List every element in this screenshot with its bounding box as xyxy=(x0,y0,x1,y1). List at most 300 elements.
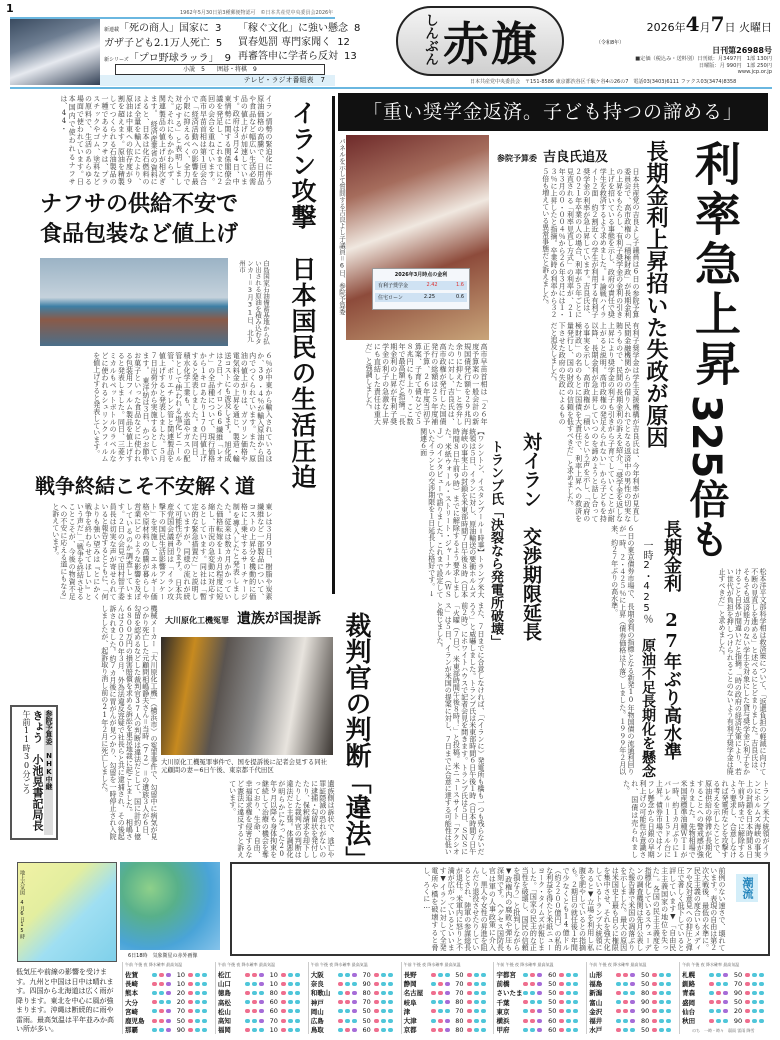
cloud-icon xyxy=(431,982,436,986)
cloud-icon xyxy=(566,991,571,995)
sun-icon xyxy=(745,1009,750,1013)
column-title: 潮流 xyxy=(736,874,758,902)
precip-chance: 60 xyxy=(362,1025,371,1034)
precip-chance: 70 xyxy=(455,1007,464,1016)
precip-chance: 80 xyxy=(455,1016,464,1025)
weather-row xyxy=(589,1007,677,1016)
weather-row xyxy=(589,970,677,979)
weather-header: 午前 午後 夜 降水確率 最高気温 xyxy=(496,962,554,967)
precip-chance: 80 xyxy=(269,988,278,997)
cloud-icon xyxy=(523,973,528,977)
tv-listings-link[interactable]: テレビ・ラジオ番組表 7 xyxy=(100,75,335,86)
cloud-icon xyxy=(288,1009,293,1013)
sun-icon xyxy=(245,991,250,995)
article-body: 高市早苗首相は「２６年度予算案の一般会計の新規国債発行額を２９兆円余りに抑えた」と答弁したのに対し、吉良氏は、高市政権が発行した国債発行の総額は２５年度補正予算、２６年度当初予算案、子育て債などで５８兆円にも上り、ここ数年で最高額だと指摘。「長期金利の上昇が有利子奨学金の利子の急激な上昇にも直結した責任は重大だ」と強調しました。 xyxy=(365,343,488,425)
rain-icon xyxy=(259,1019,264,1023)
sun-icon xyxy=(438,982,443,986)
article-body: ６％が中東から輸入されているほか、39・４％が輸入原油から国内でつくられています。また、原油の値上がりは、ガソリン価格や電気料金の上昇を通じ、製造・輸送コストにも波及します。 旭化成は２日、ナイロン66繊維「レオナ」の全品種について、現行価格から１キロあたり１７０円値上げすると発表しました。また同日、積水化学工業も、水道やガスの配管として使われる塩化ビニール管、ポリエチレン管と関連製品を値上げすると発表しました。５月７日出荷分から実施するとしています。 東洋紡は３日、かつお節やお菓子といった食品などに使われる包装用フィルム製品を値上げすると発表しました。同日、三菱ケミカルもペットボトルのラベルなどに使われるシュリンクフィルムを値上げすると発表しています。 xyxy=(92,352,273,462)
precip-chance: 70 xyxy=(362,970,371,979)
index-item[interactable]: 買春処罰 専門家聞く 12 xyxy=(238,37,350,48)
city-name: 松山 xyxy=(217,1007,231,1016)
price-info: ■定価（税込み・送料別）日刊紙：月3497円 1部 130円 日曜版：月 990円 1部 250円 www.jcp.or.jp xyxy=(592,56,772,76)
sun-icon xyxy=(559,1009,564,1013)
index-item[interactable]: 「稼ぐ文化」に強い懸念 8 xyxy=(238,23,361,34)
sun-icon xyxy=(431,991,436,995)
rain-icon xyxy=(723,973,728,977)
cloud-icon xyxy=(659,1028,664,1032)
logo-title: 赤旗 xyxy=(443,17,539,71)
cloud-icon xyxy=(381,1028,386,1032)
story-label: 参院予算委 吉良氏追及 xyxy=(497,150,609,165)
article-body: 機械メーカー「大川原化工機」（横浜市）の冤罪事件で、勾留中に病気が見つかり死亡した元顧問相嶋静夫さん＝当時（72）＝の遺族３人が６日、勾留を認めるなどした裁判官37人の判断は違法だとして、国に計約１億６８００万円の損害賠償を求める訴訟を東京地裁に起こしました。 相嶋さんは２０２０年３月、外為法違反容疑で社長らと共に逮捕され、その後起訴されました。約７カ月後に胃がんが見つかり、勾留を一時停止され入院しましたが、起訴取り消し前の21年２月に死亡しました。 xyxy=(100,605,158,840)
rain-icon xyxy=(445,991,450,995)
cloud-icon xyxy=(438,1000,443,1004)
sun-icon xyxy=(152,982,157,986)
precip-chance: 60 xyxy=(269,998,278,1007)
sun-icon xyxy=(559,982,564,986)
rain-icon xyxy=(352,973,357,977)
weather-header: 午前 午後 夜 降水確率 最高気温 xyxy=(589,962,647,967)
weather-row xyxy=(682,1016,770,1025)
sun-icon xyxy=(374,1009,379,1013)
cloud-icon xyxy=(759,991,764,995)
cloud-icon xyxy=(381,991,386,995)
city-name: 釧路 xyxy=(682,980,696,989)
baseball-photo[interactable] xyxy=(10,19,100,85)
sun-icon xyxy=(623,973,628,977)
weather-row xyxy=(589,998,677,1007)
satellite-image[interactable] xyxy=(120,862,220,950)
sun-icon xyxy=(467,1009,472,1013)
city-name: 千葉 xyxy=(496,998,510,1007)
weather-row xyxy=(496,970,584,979)
cloud-icon xyxy=(338,973,343,977)
rain-icon xyxy=(352,1028,357,1032)
precip-chance: 50 xyxy=(641,970,650,979)
cloud-icon xyxy=(481,982,486,986)
divider xyxy=(10,87,772,89)
weather-row xyxy=(125,1007,213,1016)
cloud-icon xyxy=(709,1009,714,1013)
rain-icon xyxy=(352,1000,357,1004)
weather-row xyxy=(218,970,306,979)
sun-icon xyxy=(467,973,472,977)
sun-icon xyxy=(559,991,564,995)
precip-chance: 90 xyxy=(362,979,371,988)
weather-row xyxy=(682,988,770,997)
divider xyxy=(332,96,335,594)
rain-icon xyxy=(166,1009,171,1013)
cloud-icon xyxy=(388,1000,393,1004)
city-name: 高知 xyxy=(217,1017,231,1026)
city-name: 富山 xyxy=(589,998,603,1007)
city-name: 広島 xyxy=(310,1017,324,1026)
weather-row xyxy=(589,988,677,997)
index-item[interactable]: 新シリーズ「プロ野球ラッラ」 9 xyxy=(104,53,231,64)
tv-box-label: 参院予算委 NHK中継 xyxy=(44,710,53,835)
cloud-icon xyxy=(388,982,393,986)
cloud-icon xyxy=(202,1009,207,1013)
cloud-icon xyxy=(666,973,671,977)
city-name: 京都 xyxy=(403,1026,417,1035)
cloud-icon xyxy=(431,1000,436,1004)
sun-icon xyxy=(252,1000,257,1004)
sun-icon xyxy=(281,991,286,995)
sun-icon xyxy=(252,1009,257,1013)
sun-icon xyxy=(467,1000,472,1004)
cloud-icon xyxy=(716,973,721,977)
city-name: 福井 xyxy=(589,1017,603,1026)
sun-icon xyxy=(467,982,472,986)
sun-icon xyxy=(245,1009,250,1013)
sun-icon xyxy=(281,1019,286,1023)
iran-subhead: トランプ氏「決裂なら発電所破壊」 xyxy=(488,440,503,648)
sun-icon xyxy=(188,991,193,995)
cloud-icon xyxy=(666,982,671,986)
cloud-icon xyxy=(566,1009,571,1013)
cloud-icon xyxy=(345,982,350,986)
cloud-icon xyxy=(202,982,207,986)
sun-icon xyxy=(616,1028,621,1032)
precip-chance: 10 xyxy=(176,979,185,988)
sun-icon xyxy=(559,1028,564,1032)
top-story-banner: 「重い奨学金返済。子ども持つの諦める」 xyxy=(338,93,768,131)
sun-icon xyxy=(438,1019,443,1023)
satellite-caption: 6日18時 気象衛星の赤外画像 xyxy=(128,953,198,959)
weather-map[interactable] xyxy=(17,862,117,962)
story-label: 大川原化工機冤罪 遺族が国提訴 xyxy=(165,611,321,627)
weather-header: 午前 午後 夜 降水確率 最高気温 xyxy=(403,962,461,967)
cloud-icon xyxy=(659,1009,664,1013)
cloud-icon xyxy=(202,973,207,977)
tv-box-speaker: きょう 小池晃書記局長 xyxy=(31,710,44,831)
cloud-icon xyxy=(716,982,721,986)
city-name: 大分 xyxy=(125,998,138,1007)
cloud-icon xyxy=(481,1019,486,1023)
precip-chance: 70 xyxy=(455,979,464,988)
cloud-icon xyxy=(431,1019,436,1023)
city-name: 神戸 xyxy=(310,998,324,1007)
weather-header: 午前 午後 夜 降水確率 最高気温 xyxy=(682,962,740,967)
cloud-icon xyxy=(523,1028,528,1032)
cloud-icon xyxy=(245,1019,250,1023)
city-name: 仙台 xyxy=(682,1007,696,1016)
cloud-icon xyxy=(666,1000,671,1004)
city-name: 東京 xyxy=(496,1007,510,1016)
sun-icon xyxy=(188,973,193,977)
sun-icon xyxy=(345,1028,350,1032)
tanker-photo[interactable] xyxy=(40,258,228,346)
cloud-icon xyxy=(345,973,350,977)
index-right xyxy=(238,22,360,64)
main-subhead: 長期金利上昇招いた失政が原因 xyxy=(643,140,669,448)
precip-chance: 10 xyxy=(269,1025,278,1034)
weather-block xyxy=(493,962,584,1034)
weather-block xyxy=(679,962,770,1034)
weather-row xyxy=(496,988,584,997)
city-name: 新潟 xyxy=(589,989,603,998)
column-body: 前例のない速さで、壊れています。表現の自由は第２次大戦後、最低の水準に。民主主義の度合いもメディアや反対意見への抑圧と弾圧で著しく低下していると評しています▼「自由民主主義国家の地位を失った」。各国の民主主義度を指標化しているスウェーデンの調査機関は先月公表した報告書で米国の凋落ぶりを示しました。最大の原因は米国史上最も自らに権限を集中させ、それを強大化しているトランプ大統領にあると▼立場を利用し私腹を肥やしているとの指摘も。２期目の就任後１年間で少なくとも14億ドル（約２２００億円）の私的な利益を得たと米紙ニューヨーク・タイムズが報じました。「国家の民主的な正当性を破壊し、国民の信頼を損なう」と批判しながら▼政権内の腐敗や弾圧も深刻です。ヘグセス国防長官は軍の人事政策に介入し、黒人や女性の昇進を阻んだり退役させたりしているとされ、陸軍の参謀総長が退任。米軍内に怒りと不満が広がっているといいます▼イランに対して全発電所や橋を破壊すると脅し、ろくに… xyxy=(422,867,726,951)
weather-row xyxy=(218,1025,306,1034)
rain-icon xyxy=(630,1019,635,1023)
weather-legend: のち 一時・時々 弱雨 雷雨 降雪 xyxy=(692,1028,755,1033)
rain-icon xyxy=(445,1000,450,1004)
city-name: 奈良 xyxy=(310,980,324,989)
cloud-icon xyxy=(481,973,486,977)
precip-chance: 90 xyxy=(641,1007,650,1016)
cloud-icon xyxy=(573,973,578,977)
index-left xyxy=(104,22,231,67)
city-name: 岡山 xyxy=(310,1007,324,1016)
sun-icon xyxy=(245,1028,250,1032)
sun-icon xyxy=(281,1028,286,1032)
cloud-icon xyxy=(195,1028,200,1032)
cloud-icon xyxy=(295,1000,300,1004)
article-body: 吉良氏は、今年利率が見直しとなる返済中の男性の切実な訴えを紹介。「奨学金を返しながら子育てしていくことが耐えられない」から子どもを持つのを諦めようと話し合っているという声を示し、「政府の責任で、利率上昇への救済をすべきだ」と求めました。 xyxy=(566,425,640,522)
precip-chance: 20 xyxy=(176,988,185,997)
cloud-icon xyxy=(630,991,635,995)
cloud-icon xyxy=(345,1019,350,1023)
cloud-icon xyxy=(573,1028,578,1032)
sun-icon xyxy=(559,973,564,977)
weather-row xyxy=(496,979,584,988)
weather-row xyxy=(404,1007,492,1016)
sun-icon xyxy=(530,982,535,986)
precip-chance: 50 xyxy=(176,1016,185,1025)
weather-row xyxy=(404,979,492,988)
precip-chance: 50 xyxy=(548,1007,557,1016)
cloud-icon xyxy=(659,982,664,986)
sun-icon xyxy=(281,973,286,977)
sun-icon xyxy=(652,1028,657,1032)
rate-subhead: 一時2・425％ xyxy=(641,540,652,624)
sun-icon xyxy=(530,1009,535,1013)
cloud-icon xyxy=(288,1019,293,1023)
city-name: 秋田 xyxy=(682,1017,696,1026)
cloud-icon xyxy=(523,1009,528,1013)
sun-icon xyxy=(374,1019,379,1023)
cloud-icon xyxy=(752,1019,757,1023)
cloud-icon xyxy=(288,991,293,995)
index-item[interactable]: ガザ子ども2.1万人死亡 5 xyxy=(104,38,223,49)
cloud-icon xyxy=(152,1028,157,1032)
cloud-icon xyxy=(474,982,479,986)
sun-icon xyxy=(345,991,350,995)
weather-row xyxy=(218,988,306,997)
sun-icon xyxy=(159,982,164,986)
sun-icon xyxy=(652,991,657,995)
cloud-icon xyxy=(616,1019,621,1023)
weather-row xyxy=(218,979,306,988)
cloud-icon xyxy=(288,1000,293,1004)
cloud-icon xyxy=(659,991,664,995)
cloud-icon xyxy=(259,1028,264,1032)
interest-rate-panel: 2026年3月時点の金利 有利子奨学金 2.42 1.6 住宅ローン 2.25 0.6 xyxy=(372,268,470,310)
rate-subhead-2: 原油不足長期化を懸念 xyxy=(640,638,656,778)
cloud-icon xyxy=(288,973,293,977)
cloud-icon xyxy=(352,982,357,986)
index-minibox[interactable]: 小説 5 囲碁・将棋 9 xyxy=(115,64,325,75)
page-number: 1 xyxy=(6,2,14,15)
cloud-icon xyxy=(345,1009,350,1013)
city-name: 静岡 xyxy=(403,980,417,989)
sun-icon xyxy=(523,1000,528,1004)
weather-row xyxy=(682,998,770,1007)
precip-chance: 50 xyxy=(548,979,557,988)
precip-chance: 50 xyxy=(641,979,650,988)
sun-icon xyxy=(709,982,714,986)
cloud-icon xyxy=(381,973,386,977)
issue-number: 日刊第26988号 xyxy=(712,46,772,55)
precip-chance: 70 xyxy=(176,1007,185,1016)
city-name: 徳島 xyxy=(217,989,231,998)
cloud-icon xyxy=(723,982,728,986)
cloud-icon xyxy=(381,1000,386,1004)
cloud-icon xyxy=(474,1009,479,1013)
weather-row xyxy=(218,1007,306,1016)
weather-row xyxy=(496,1025,584,1034)
city-name: さいたま xyxy=(496,989,523,998)
sun-icon xyxy=(252,973,257,977)
cloud-icon xyxy=(474,1028,479,1032)
cloud-icon xyxy=(566,1028,571,1032)
cloud-icon xyxy=(530,1028,535,1032)
weather-header: 午前 午後 夜 降水確率 最高気温 xyxy=(125,962,183,967)
sun-icon xyxy=(438,991,443,995)
cloud-icon xyxy=(573,1019,578,1023)
weather-row xyxy=(125,970,213,979)
city-name: 長野 xyxy=(403,971,417,980)
cloud-icon xyxy=(445,1009,450,1013)
sun-icon xyxy=(716,1000,721,1004)
sun-icon xyxy=(716,991,721,995)
article-body: ６日の東京債券市場で、長期金利の指標となる新発10年物国債の流通利回りが一時、２・４２５％に上昇（債券価格は下落）しました。１９９９年２月以来、約２７年ぶりの高水準。 xyxy=(610,525,635,775)
sun-icon xyxy=(616,973,621,977)
precip-chance: 90 xyxy=(176,1025,185,1034)
cloud-icon xyxy=(195,1009,200,1013)
sun-icon xyxy=(530,973,535,977)
press-conference-photo[interactable] xyxy=(161,637,333,755)
city-name: 横浜 xyxy=(496,1017,510,1026)
cloud-icon xyxy=(481,1009,486,1013)
sun-icon xyxy=(281,1000,286,1004)
precip-chance: 90 xyxy=(733,988,743,997)
weather-forecast-text: 低気圧や前線の影響を受けます。九州と中国は日中は晴れます。四国から北海道は広く雨が降ります。東北を中心に風が強まります。沖縄は断続的に雨や雷雨。最高気温は平年並みか高い所が多い。 xyxy=(16,968,114,1033)
cloud-icon xyxy=(202,991,207,995)
city-name: 福岡 xyxy=(217,1026,231,1035)
rain-icon xyxy=(537,982,542,986)
rain-icon xyxy=(166,982,171,986)
cloud-icon xyxy=(388,1009,393,1013)
city-name: 長崎 xyxy=(125,980,138,989)
index-item[interactable]: 新連載「死の商人」国家に 3 xyxy=(104,23,222,34)
city-name: 大津 xyxy=(403,1017,417,1026)
cloud-icon xyxy=(195,991,200,995)
sun-icon xyxy=(374,1028,379,1032)
cloud-icon xyxy=(388,1028,393,1032)
rain-icon xyxy=(723,991,728,995)
cloud-icon xyxy=(659,1000,664,1004)
cloud-icon xyxy=(195,973,200,977)
sun-icon xyxy=(338,1019,343,1023)
city-name: 鳥取 xyxy=(310,1026,324,1035)
website-link[interactable]: www.jcp.or.jp xyxy=(737,69,772,75)
sun-icon xyxy=(467,1019,472,1023)
city-name: 山形 xyxy=(589,971,603,980)
weather-row xyxy=(496,1007,584,1016)
weather-block xyxy=(308,962,399,1034)
cloud-icon xyxy=(573,1009,578,1013)
sun-icon xyxy=(431,973,436,977)
weather-row xyxy=(125,998,213,1007)
cloud-icon xyxy=(573,982,578,986)
weather-row xyxy=(311,970,399,979)
weather-header: 午前 午後 夜 降水確率 最高気温 xyxy=(217,962,275,967)
precip-chance: 50 xyxy=(548,998,557,1007)
sun-icon xyxy=(623,1000,628,1004)
city-name: 鹿児島 xyxy=(125,1017,145,1026)
address: 日本共産党中央委員会 〒151-8586 東京都渋谷区千駄ケ谷4の26の7 電話03(3403)6111 ファクス03(3474)8358 xyxy=(470,79,737,85)
precip-chance: 60 xyxy=(548,1016,557,1025)
sun-icon xyxy=(467,1028,472,1032)
era: （令和8年） xyxy=(596,40,625,46)
weather-row xyxy=(125,1016,213,1025)
weather-table xyxy=(122,962,770,1034)
cloud-icon xyxy=(530,1000,535,1004)
main-headline-2: 325倍も xyxy=(683,395,729,559)
weather-row xyxy=(682,970,770,979)
precip-chance: 80 xyxy=(641,988,650,997)
weather-block xyxy=(401,962,492,1034)
precip-chance: 80 xyxy=(362,988,371,997)
rain-icon xyxy=(259,973,264,977)
cloud-icon xyxy=(666,991,671,995)
cloud-icon xyxy=(295,982,300,986)
weather-row xyxy=(404,998,492,1007)
precip-chance: 10 xyxy=(176,970,185,979)
photo-caption: 大川原化工機冤罪事件で、国を提訴後に記者会見する同社元顧問の妻＝6日午後、東京都千代田区 xyxy=(161,758,328,774)
city-name: 宇都宮 xyxy=(496,971,516,980)
weather-row xyxy=(218,1016,306,1025)
sun-icon xyxy=(652,973,657,977)
city-name: 水戸 xyxy=(589,1026,603,1035)
cloud-icon xyxy=(195,982,200,986)
city-name: 熊本 xyxy=(125,989,138,998)
sun-icon xyxy=(616,991,621,995)
cloud-icon xyxy=(195,1019,200,1023)
cloud-icon xyxy=(202,1019,207,1023)
city-name: 青森 xyxy=(682,989,696,998)
precip-chance: 50 xyxy=(733,998,743,1007)
article-body: トランプ米大統領がイランにホルムズ海峡の事実上の封鎖を日本時間８日午前９時までに解除するよう要求し、合意しなければ発電所などを攻撃する考えを示したことで、原油供給の停滞が長期化することへの警戒感が強まりました。先物相場で米国産標準油種ＷＴＩが一時、約１カ月ぶりに１バレル＝１１５ドル台に上昇。債券市場ではインフレ懸念から日銀の早期利上げの可能性が意識され、国債は売られました。 xyxy=(622,780,770,858)
cloud-icon xyxy=(623,991,628,995)
index-item[interactable]: 再審答申に学者ら反対 13 xyxy=(238,51,357,62)
cloud-icon xyxy=(245,982,250,986)
cloud-icon xyxy=(388,1019,393,1023)
article-body: 有利子奨学金は学生支援機構が民間金融機関からの借り入れで賄うもので、民間の長期金利の上昇により奨学金の利子も引き上がると説明。高市政権の発足以降、長期金利が急上昇している事実を示し、高市政権が「積極財政」の名のもとに国債を大量発行し、国の財政の信頼を低下させた政府の失政によるものだと追及しました。 xyxy=(549,322,640,425)
cloud-icon xyxy=(566,1019,571,1023)
cloud-icon xyxy=(752,1009,757,1013)
weather-row xyxy=(311,1007,399,1016)
rain-icon xyxy=(723,1009,728,1013)
precip-chance: 70 xyxy=(733,979,743,988)
cloud-icon xyxy=(159,991,164,995)
article-body: イラン情勢の緊迫化に伴う原油価格の高騰で、日用品や食品など幅広い生活必需品の値上げが加速しています。政府は３月24日、中東情勢に関する関係閣僚会議を発足し、これまでに２回の会合を重ねています。高市早苗首相は第１回会合で「経済活動への影響を最小限に抑えるべく、全力で対応する」と表明しました。それにもかかわらず、関連製品の値上げが相次ぎます。 経済産業省の資料によると、日本は化石燃料のほぼ全量を輸入にたより、原油は中東への依存度が９割を超えます。原油を精製してつくられる石油製品の一種であるナフサは、プラスチックやゴム、塗料などの原料で、生活のあらゆる場面で使われています。日本国内で使われるナフサは、44・ xyxy=(59,95,273,185)
precip-chance: 70 xyxy=(362,998,371,1007)
weather-row xyxy=(125,979,213,988)
weather-header: 午前 午後 夜 降水確率 最高気温 xyxy=(310,962,368,967)
precip-chance: 60 xyxy=(548,1025,557,1034)
